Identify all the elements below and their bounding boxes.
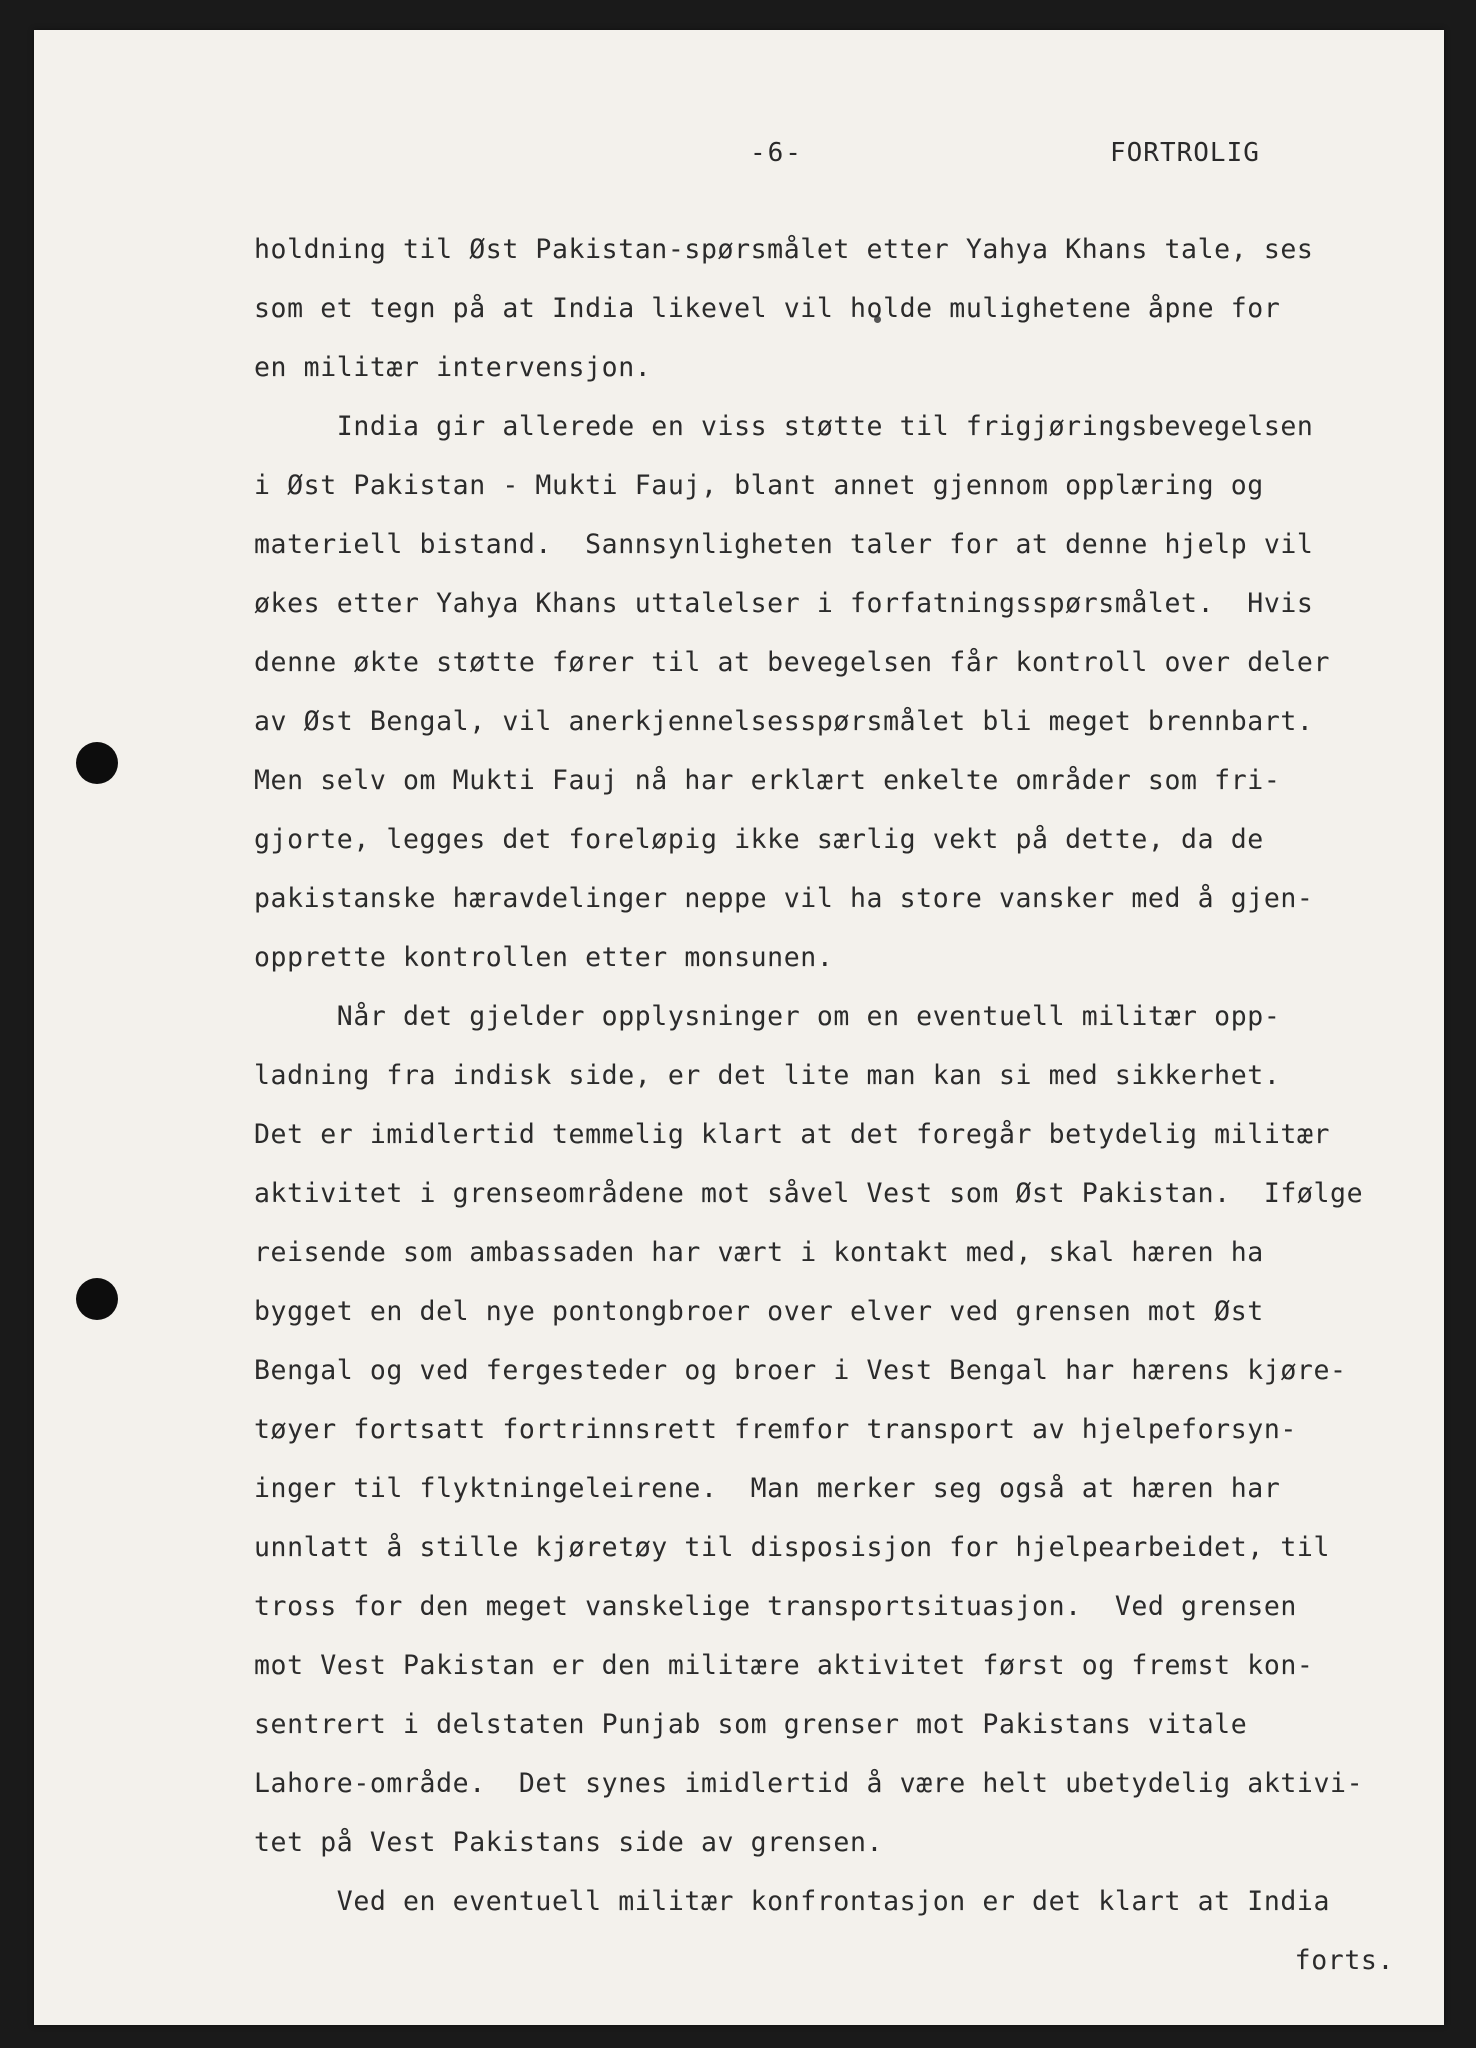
text-line: Ved en eventuell militær konfrontasjon er det klart at India <box>254 1886 1331 1917</box>
classification-marking: FORTROLIG <box>1110 138 1260 168</box>
text-line: Lahore-område. Det synes imidlertid å være helt ubetydelig aktivi- <box>254 1768 1364 1799</box>
text-line: mot Vest Pakistan er den militære aktivitet først og fremst kon- <box>254 1650 1314 1681</box>
text-line: Når det gjelder opplysninger om en eventuell militær opp- <box>254 1001 1281 1032</box>
text-line: tross for den meget vanskelige transportsituasjon. Ved grensen <box>254 1591 1297 1622</box>
text-line: som et tegn på at India likevel vil holde mulighetene åpne for <box>254 293 1281 324</box>
text-line: av Øst Bengal, vil anerkjennelsesspørsmålet bli meget brennbart. <box>254 706 1314 737</box>
text-line: sentrert i delstaten Punjab som grenser mot Pakistans vitale <box>254 1709 1248 1740</box>
text-line: unnlatt å stille kjøretøy til disposisjon for hjelpearbeidet, til <box>254 1532 1331 1563</box>
page-number: -6- <box>750 138 803 168</box>
text-line: i Øst Pakistan - Mukti Fauj, blant annet gjennom opplæring og <box>254 470 1264 501</box>
text-line: tøyer fortsatt fortrinnsrett fremfor transport av hjelpeforsyn- <box>254 1414 1297 1445</box>
text-line: pakistanske hæravdelinger neppe vil ha store vansker med å gjen- <box>254 883 1314 914</box>
page-header <box>34 138 1444 178</box>
text-line: holdning til Øst Pakistan-spørsmålet etter Yahya Khans tale, ses <box>254 234 1314 265</box>
text-line: denne økte støtte fører til at bevegelsen får kontroll over deler <box>254 647 1331 678</box>
text-line: India gir allerede en viss støtte til frigjøringsbevegelsen <box>254 411 1314 442</box>
text-line: en militær intervensjon. <box>254 352 652 383</box>
text-line: ladning fra indisk side, er det lite man kan si med sikkerhet. <box>254 1060 1281 1091</box>
text-line: materiell bistand. Sannsynligheten taler for at denne hjelp vil <box>254 529 1314 560</box>
text-line: bygget en del nye pontongbroer over elver ved grensen mot Øst <box>254 1296 1264 1327</box>
text-line: inger til flyktningeleirene. Man merker seg også at hæren har <box>254 1473 1281 1504</box>
text-line: reisende som ambassaden har vært i kontakt med, skal hæren ha <box>254 1237 1264 1268</box>
text-line: Men selv om Mukti Fauj nå har erklært enkelte områder som fri- <box>254 765 1281 796</box>
text-line: gjorte, legges det foreløpig ikke særlig vekt på dette, da de <box>254 824 1264 855</box>
text-line: Bengal og ved fergesteder og broer i Vest Bengal har hærens kjøre- <box>254 1355 1347 1386</box>
typed-body-text <box>254 220 1414 1990</box>
text-line: Det er imidlertid temmelig klart at det foregår betydelig militær <box>254 1119 1331 1150</box>
text-line: aktivitet i grenseområdene mot såvel Vest som Øst Pakistan. Ifølge <box>254 1178 1364 1209</box>
text-line: økes etter Yahya Khans uttalelser i forfatningsspørsmålet. Hvis <box>254 588 1314 619</box>
punch-hole-upper <box>76 742 118 784</box>
document-page <box>34 30 1444 2025</box>
text-line: tet på Vest Pakistans side av grensen. <box>254 1827 884 1858</box>
text-line: opprette kontrollen etter monsunen. <box>254 942 834 973</box>
punch-hole-lower <box>76 1278 118 1320</box>
catchword: forts. <box>1294 1945 1394 1976</box>
